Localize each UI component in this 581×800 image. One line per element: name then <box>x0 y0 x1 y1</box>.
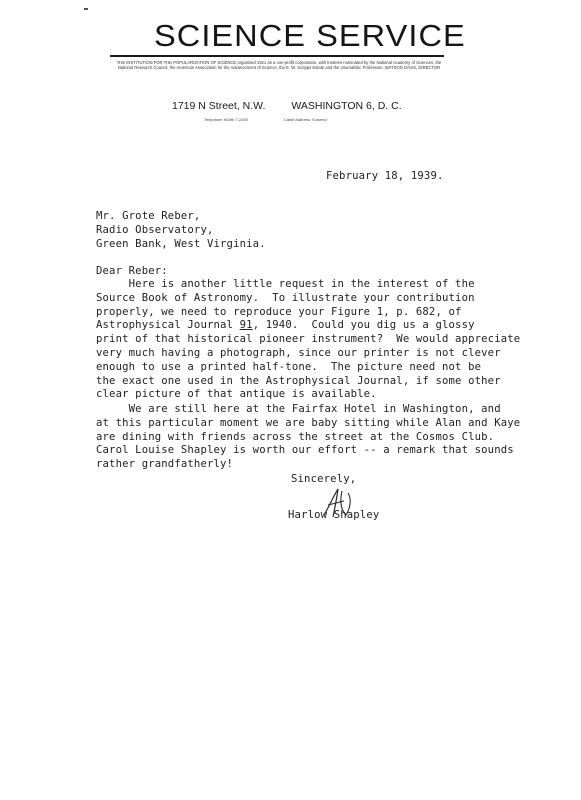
body-line: the exact one used in the Astrophysical Journal, if some other <box>96 374 501 387</box>
letter-date: February 18, 1939. <box>326 170 444 182</box>
salutation: Dear Reber: <box>96 265 168 277</box>
street-address: 1719 N Street, N.W. <box>172 100 266 112</box>
body-line-part: , 1940. Could you dig us a glossy <box>252 319 475 332</box>
body-line: are dining with friends across the street at the Cosmos Club. <box>96 430 495 443</box>
body-line: properly, we need to reproduce your Figure 1, p. 682, of <box>96 305 462 318</box>
body-line: print of that historical pioneer instrument? We would appreciate <box>96 333 521 346</box>
cable-address: Cable Address: Sciservc <box>283 117 328 122</box>
body-line: at this particular moment we are baby sitting while Alan and Kaye <box>96 416 521 429</box>
body-line: clear picture of that antique is available. <box>96 388 377 401</box>
body-line: Source Book of Astronomy. To illustrate your contribution <box>96 291 475 304</box>
body-line: very much having a photograph, since our printer is not clever <box>96 346 501 359</box>
journal-volume: 91 <box>239 319 253 332</box>
body-line: enough to use a printed half-tone. The picture need not be <box>96 360 482 373</box>
letterhead-rule <box>110 55 444 57</box>
closing: Sincerely, <box>291 473 357 485</box>
body-line <box>96 319 520 333</box>
body-line: We are still here at the Fairfax Hotel in Washington, and <box>96 403 501 415</box>
body-line: Carol Louise Shapley is worth our effort -- a remark that sounds <box>96 444 514 457</box>
recipient-line: Mr. Grote Reber, <box>96 210 201 222</box>
body-line-part: Astrophysical Journal <box>96 319 240 332</box>
body-paragraph-2 <box>96 403 520 472</box>
city-address: WASHINGTON 6, D. C. <box>291 100 402 112</box>
letterhead-fine-print: THE INSTITUTION FOR THE POPULARIZATION OF SCIENCE organized 1921 as a non-profit corporation, with trustees nominated by the National Academy of Sciences, the National Research Council, the American Association for the Advancement of Science, the E. W. Scripps Estate and the Journalistic Profession. WATSON DAVIS, DIRECTOR <box>116 60 442 71</box>
body-line: rather grandfatherly! <box>96 458 234 471</box>
recipient-line: Green Bank, West Virginia. <box>96 237 266 250</box>
letterhead-contact <box>204 117 327 122</box>
recipient-line: Radio Observatory, <box>96 223 214 236</box>
body-paragraph-1 <box>96 278 520 402</box>
page-speck <box>84 8 88 10</box>
telephone-number: Telephone NOrth 7-2255 <box>204 117 248 122</box>
signer-name: Harlow Shapley <box>288 509 380 521</box>
organization-name: SCIENCE SERVICE <box>154 18 466 53</box>
body-line: Here is another little request in the interest of the <box>96 278 475 290</box>
letterhead-address <box>172 100 402 112</box>
recipient-address <box>96 210 266 251</box>
